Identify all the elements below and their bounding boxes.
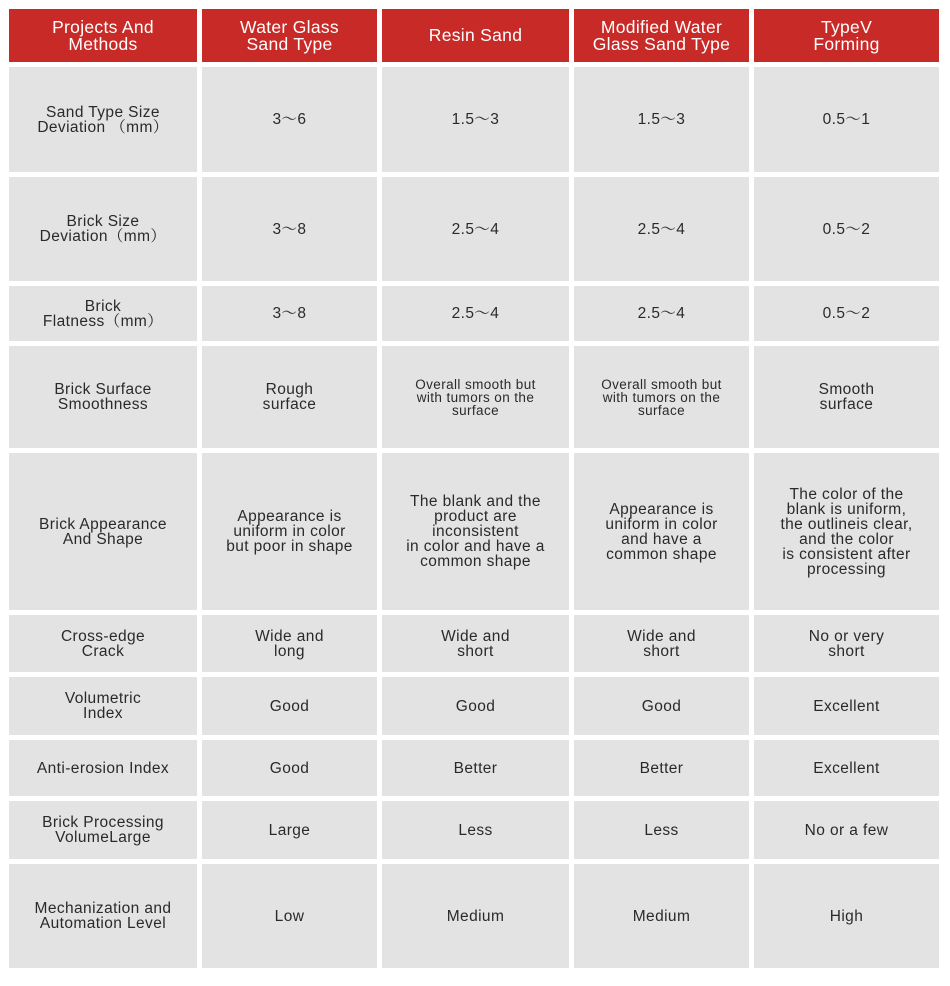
- table-row: [9, 67, 939, 172]
- row-label: Anti-erosion Index: [9, 740, 197, 796]
- table-cell: Excellent: [754, 740, 939, 796]
- table-cell: 1.5～3: [382, 67, 569, 172]
- table-cell: Less: [382, 801, 569, 859]
- table-cell: No or a few: [754, 801, 939, 859]
- table-cell: Large: [202, 801, 377, 859]
- table-cell: Wide and short: [382, 615, 569, 672]
- table-cell: Less: [574, 801, 749, 859]
- table-cell: 2.5～4: [574, 286, 749, 341]
- table-row: [9, 740, 939, 796]
- table-cell: Rough surface: [202, 346, 377, 448]
- table-cell: High: [754, 864, 939, 968]
- table-cell: Good: [574, 677, 749, 735]
- table-cell: Wide and long: [202, 615, 377, 672]
- row-label: Cross-edge Crack: [9, 615, 197, 672]
- row-label: Brick Appearance And Shape: [9, 453, 197, 610]
- table-cell: 3～8: [202, 286, 377, 341]
- table-row: [9, 346, 939, 448]
- row-label: Mechanization and Automation Level: [9, 864, 197, 968]
- table-cell: 2.5～4: [382, 286, 569, 341]
- row-label: Brick Size Deviation（mm）: [9, 177, 197, 281]
- table-cell: Good: [382, 677, 569, 735]
- table-row: [9, 177, 939, 281]
- header-cell-resin-sand: Resin Sand: [382, 9, 569, 62]
- table-row: [9, 864, 939, 968]
- table-row: [9, 615, 939, 672]
- table-cell: 3～8: [202, 177, 377, 281]
- table-cell: The color of the blank is uniform, the outlineis clear, and the color is consistent after processing: [754, 453, 939, 610]
- header-cell-water-glass: Water Glass Sand Type: [202, 9, 377, 62]
- row-label: Sand Type Size Deviation （mm）: [9, 67, 197, 172]
- table-cell: 3～6: [202, 67, 377, 172]
- table-cell: 0.5～2: [754, 177, 939, 281]
- table-cell: Good: [202, 740, 377, 796]
- table-cell: Better: [574, 740, 749, 796]
- table-cell: 0.5～1: [754, 67, 939, 172]
- table-cell: Overall smooth but with tumors on the surface: [382, 346, 569, 448]
- table-cell: Appearance is uniform in color and have a common shape: [574, 453, 749, 610]
- table-cell: Excellent: [754, 677, 939, 735]
- row-label: Brick Flatness（mm）: [9, 286, 197, 341]
- header-cell-typev-forming: TypeV Forming: [754, 9, 939, 62]
- table-cell: Appearance is uniform in color but poor in shape: [202, 453, 377, 610]
- comparison-table: [9, 9, 939, 973]
- table-cell: Good: [202, 677, 377, 735]
- table-cell: No or very short: [754, 615, 939, 672]
- table-cell: Low: [202, 864, 377, 968]
- table-cell: 1.5～3: [574, 67, 749, 172]
- table-header-row: [9, 9, 939, 62]
- row-label: Volumetric Index: [9, 677, 197, 735]
- table-row: [9, 677, 939, 735]
- table-cell: The blank and the product are inconsistent in color and have a common shape: [382, 453, 569, 610]
- table-row: [9, 801, 939, 859]
- table-row: [9, 286, 939, 341]
- table-cell: Medium: [382, 864, 569, 968]
- table-cell: Better: [382, 740, 569, 796]
- row-label: Brick Processing VolumeLarge: [9, 801, 197, 859]
- table-cell: Wide and short: [574, 615, 749, 672]
- table-row: [9, 453, 939, 610]
- table-cell: Medium: [574, 864, 749, 968]
- header-cell-projects: Projects And Methods: [9, 9, 197, 62]
- table-cell: 2.5～4: [574, 177, 749, 281]
- header-cell-modified-water-glass: Modified Water Glass Sand Type: [574, 9, 749, 62]
- table-cell: Overall smooth but with tumors on the surface: [574, 346, 749, 448]
- table-cell: Smooth surface: [754, 346, 939, 448]
- row-label: Brick Surface Smoothness: [9, 346, 197, 448]
- table-cell: 0.5～2: [754, 286, 939, 341]
- table-cell: 2.5～4: [382, 177, 569, 281]
